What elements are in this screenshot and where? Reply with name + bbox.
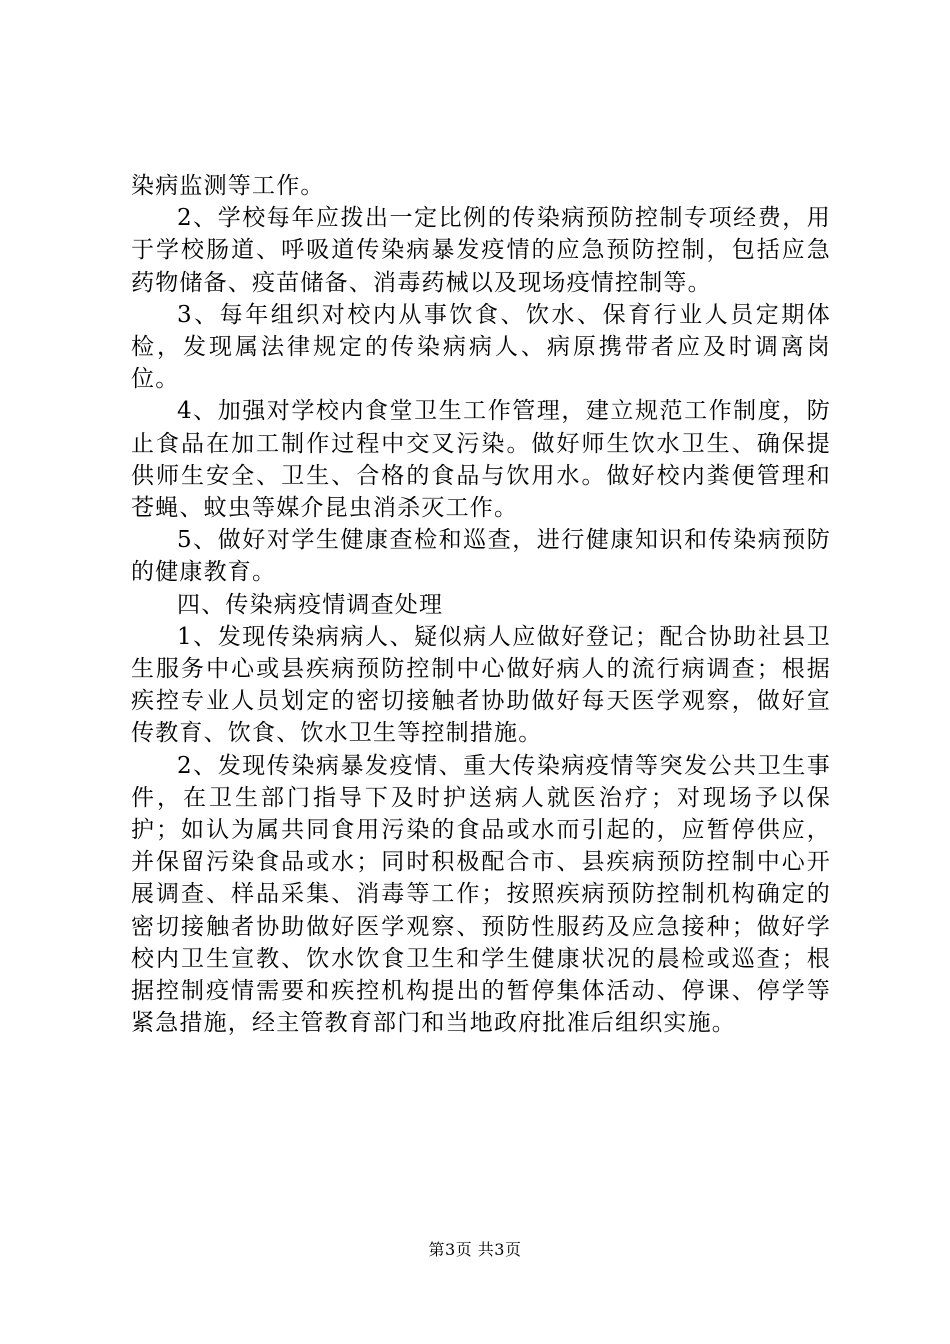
paragraph-section4-item-1: 1、发现传染病病人、疑似病人应做好登记；配合协助社县卫生服务中心或县疾病预防控制中心做好病人的流行病调查；根据疾控专业人员划定的密切接触者协助做好每天医学观察，做好宣传教育、饮食、饮水卫生等控制措施。	[131, 623, 831, 747]
page-footer: 第3页 共3页	[428, 1240, 522, 1259]
paragraph-section4-item-2: 2、发现传染病暴发疫情、重大传染病疫情等突发公共卫生事件，在卫生部门指导下及时护送病人就医治疗；对现场予以保护；如认为属共同食用污染的食品或水而引起的，应暂停供应，并保留污染食品或水；同时积极配合市、县疾病预防控制中心开展调查、样品采集、消毒等工作；按照疾病预防控制机构确定的密切接触者协助做好医学观察、预防性服药及应急接种；做好学校内卫生宣教、饮水饮食卫生和学生健康状况的晨检或巡查；根据控制疫情需要和疾控机构提出的暂停集体活动、停课、停学等紧急措施，经主管教育部门和当地政府批准后组织实施。	[131, 752, 831, 1037]
paragraph-item-2: 2、学校每年应拨出一定比例的传染病预防控制专项经费，用于学校肠道、呼吸道传染病暴发疫情的应急预防控制，包括应急药物储备、疫苗储备、消毒药械以及现场疫情控制等。	[131, 205, 831, 296]
paragraph-continuation: 染病监测等工作。	[131, 173, 325, 199]
section-heading: 四、传染病疫情调查处理	[177, 591, 444, 618]
document-body	[131, 170, 831, 1039]
paragraph-item-5: 5、做好对学生健康查检和巡查，进行健康知识和传染病预防的健康教育。	[131, 527, 831, 586]
paragraph-item-3: 3、每年组织对校内从事饮食、饮水、保育行业人员定期体检，发现属法律规定的传染病病人、病原携带者应及时调离岗位。	[131, 301, 831, 393]
paragraph-item-4: 4、加强对学校内食堂卫生工作管理，建立规范工作制度，防止食品在加工制作过程中交叉污染。做好师生饮水卫生、确保提供师生安全、卫生、合格的食品与饮用水。做好校内粪便管理和苍蝇、蚊虫等媒介昆虫消杀灭工作。	[131, 398, 831, 522]
